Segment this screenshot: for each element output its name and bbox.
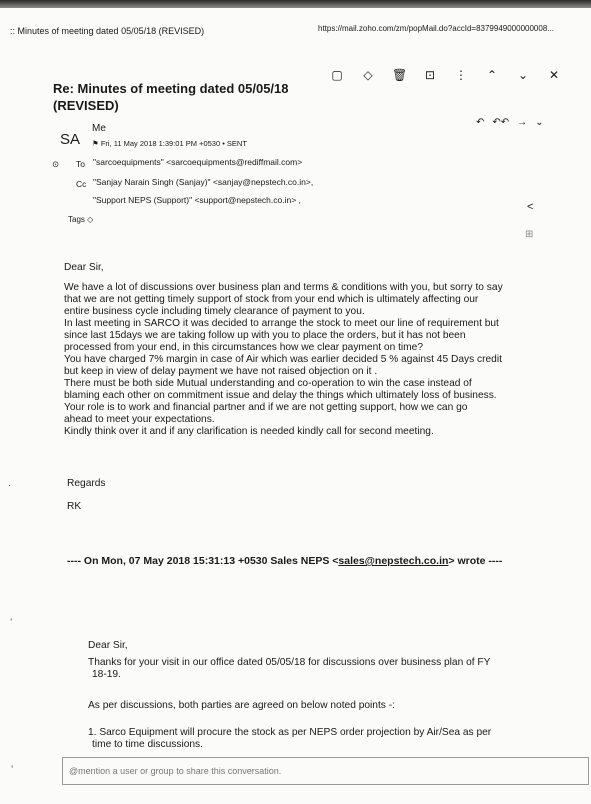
tag-add-icon[interactable]: ◇: [87, 215, 94, 224]
body-line: In last meeting in SARCO it was decided to arrange the stock to meet our line of requirement but: [64, 318, 499, 329]
body-line: blaming each other on commitment issue and delay the things which ultimately loss of business.: [64, 390, 497, 401]
body-line: since last 15days we are taking follow up with you to place the orders, but it has not been: [64, 330, 466, 341]
quote-suffix: > wrote ----: [448, 555, 503, 567]
subject-line-1: Re: Minutes of meeting dated 05/05/18: [53, 81, 289, 96]
signature-text: RK: [67, 501, 82, 512]
close-icon[interactable]: ✕: [548, 68, 560, 82]
quoted-para2: As per discussions, both parties are agreed on below noted points -:: [88, 700, 395, 711]
share-input-placeholder: @mention a user or group to share this conversation.: [69, 766, 282, 776]
body-line: but keep in view of delay payment we have not raised objection on it .: [64, 366, 378, 377]
quote-email-link[interactable]: sales@nepstech.co.in: [338, 555, 449, 567]
body-line: Your role is to work and financial partner and if we are not getting support, how we can go: [64, 402, 468, 413]
avatar: SA: [60, 131, 81, 148]
quoted-greeting: Dear Sir,: [88, 640, 128, 651]
date-text: Fri, 11 May 2018 1:39:01 PM +0530 • SENT: [100, 139, 247, 148]
regards-text: Regards: [67, 478, 106, 489]
reply-actions: [476, 117, 544, 128]
share-conversation-input[interactable]: [62, 757, 589, 785]
window-title: :: Minutes of meeting dated 05/05/18 (REVISED): [10, 26, 205, 36]
message-toolbar: [330, 68, 561, 82]
scan-margin-mark: ·: [8, 480, 12, 491]
browser-top-edge: [0, 0, 591, 8]
flag-icon[interactable]: ⚑: [92, 139, 99, 148]
more-vert-icon[interactable]: ⋮: [455, 68, 467, 82]
tags-label: Tags: [68, 215, 85, 224]
body-line: Kindly think over it and if any clarification is needed kindly call for second meeting.: [64, 426, 434, 437]
expand-view-icon[interactable]: ⊞: [525, 229, 534, 240]
body-line: There must be both side Mutual understanding and co-operation to win the case instead of: [64, 378, 472, 389]
reply-icon[interactable]: ↶: [476, 117, 485, 128]
quoted-para1-line1: Thanks for your visit in our office dated 05/05/18 for discussions over business plan of FY: [88, 657, 491, 668]
body-line: You have charged 7% margin in case of Air which was earlier decided 5 % against 45 Days credit: [64, 354, 502, 365]
tag-icon[interactable]: ◇: [363, 68, 373, 82]
body-paragraph: [64, 282, 503, 438]
body-line: processed from your end, in this circumstances how we clear payment on time?: [64, 342, 423, 353]
url-text: https://mail.zoho.com/zm/popMail.do?accId=8379949000000008...: [318, 24, 554, 33]
body-greeting: Dear Sir,: [64, 262, 104, 273]
scan-margin-mark: ʼ: [10, 618, 13, 629]
cc-recipient-1[interactable]: "Sanjay Narain Singh (Sanjay)" <sanjay@nepstech.co.in>,: [93, 177, 314, 187]
chevron-up-icon[interactable]: ⌃: [486, 68, 498, 82]
tags-row: [68, 215, 93, 224]
quoted-point1-line1: 1. Sarco Equipment will procure the stock as per NEPS order projection by Air/Sea as per: [88, 727, 492, 738]
folder-icon[interactable]: ▢: [331, 68, 343, 82]
to-label: To: [76, 159, 85, 169]
quoted-para1-line2: 18-19.: [92, 669, 121, 680]
body-line: We have a lot of discussions over business plan and terms & conditions with you, but sorry to say: [64, 282, 503, 293]
chevron-down-icon[interactable]: ⌄: [517, 68, 529, 82]
quote-header: [67, 555, 502, 567]
forward-icon[interactable]: →: [517, 117, 528, 128]
to-recipient[interactable]: "sarcoequipments" <sarcoequipments@rediffmail.com>: [93, 157, 303, 167]
trash-icon[interactable]: 🗑: [392, 68, 408, 82]
body-line: ahead to meet your expectations.: [64, 414, 215, 425]
email-subject: [53, 80, 293, 114]
expand-recipients-icon[interactable]: ⊙: [52, 159, 60, 169]
subject-line-2: (REVISED): [53, 98, 119, 113]
quoted-point1-line2: time to time discussions.: [92, 739, 203, 750]
reply-all-icon[interactable]: ↶↶: [492, 117, 510, 128]
sender-name: Me: [92, 123, 106, 134]
cc-recipient-2[interactable]: "Support NEPS (Support)" <support@nepstech.co.in> ,: [93, 195, 301, 205]
quote-prefix: ---- On Mon, 07 May 2018 15:31:13 +0530 Sales NEPS <: [67, 555, 339, 567]
cc-label: Cc: [76, 179, 87, 189]
body-line: that we are not getting timely support of stock from your end which is ultimately affecting our: [64, 294, 479, 305]
email-date: [92, 139, 247, 148]
more-dropdown-icon[interactable]: ⌄: [535, 117, 544, 128]
share-icon[interactable]: <: [527, 201, 534, 213]
move-icon[interactable]: ⊡: [424, 68, 436, 82]
scan-margin-mark: ʼ: [11, 765, 14, 776]
body-line: entire business cycle including timely clearance of payment to you.: [64, 306, 365, 317]
